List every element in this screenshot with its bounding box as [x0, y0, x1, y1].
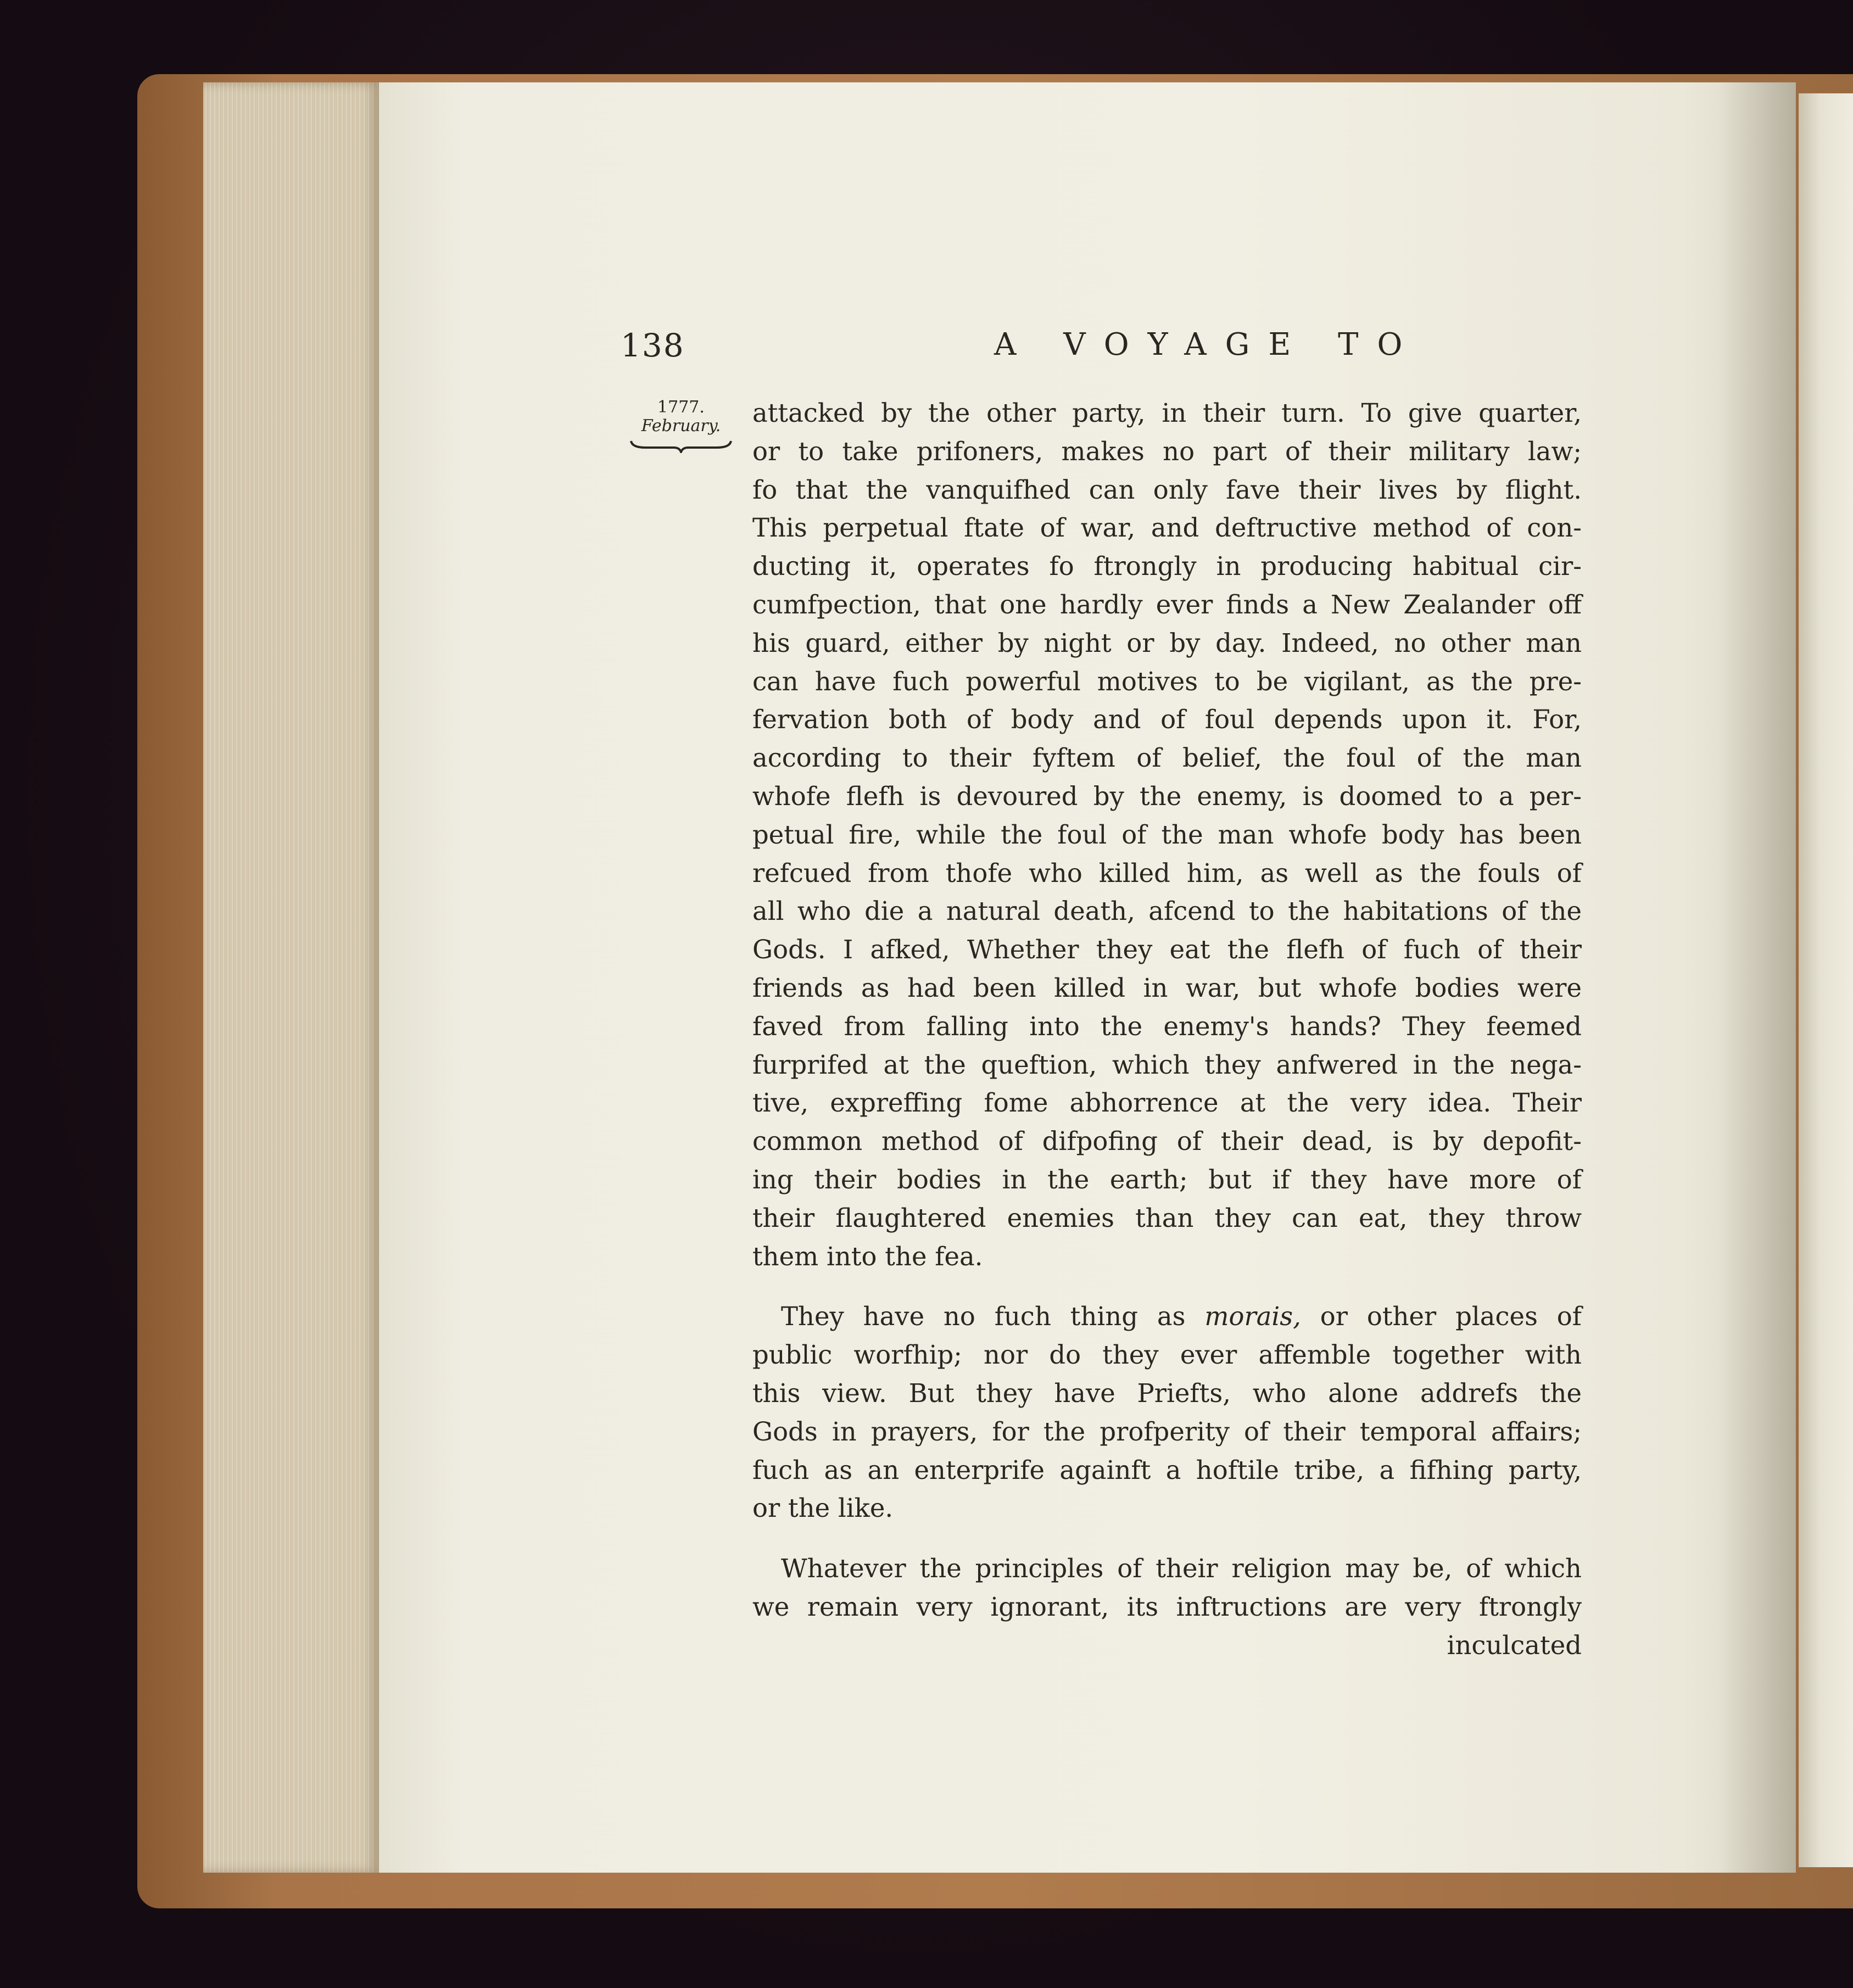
body-text [752, 394, 1582, 1665]
text-line: This perpetual ftate of war, and deftructive method of con- [752, 513, 1582, 543]
text-line: common method of difpofing of their dead, is by depofit- [752, 1126, 1582, 1157]
text-line: we remain very ignorant, its inftructions are very ftrongly [752, 1591, 1582, 1622]
running-head [621, 327, 1582, 376]
paragraph-gap [752, 1528, 1582, 1550]
text-run: or other places of [1320, 1302, 1582, 1332]
text-line: fervation both of body and of foul depends upon it. For, [752, 705, 1582, 735]
text-line: public worfhip; nor do they ever affemble together with [752, 1340, 1582, 1370]
page-edges [203, 82, 379, 1873]
text-line: all who die a natural death, afcend to the habitations of the [752, 896, 1582, 926]
text-line: ing their bodies in the earth; but if they have more of [752, 1164, 1582, 1194]
brace-icon [629, 439, 733, 453]
text-line: according to their fyftem of belief, the foul of the man [752, 743, 1582, 773]
page-number: 138 [621, 327, 685, 364]
margin-year: 1777. [657, 398, 705, 417]
margin-date-note [629, 398, 733, 453]
paragraph-gap [752, 1276, 1582, 1298]
text-line: Whatever the principles of their religion may be, of which [781, 1554, 1582, 1584]
text-line: petual fire, while the foul of the man whofe body has been [752, 819, 1582, 850]
italic-term: morais, [1204, 1302, 1301, 1332]
text-line: refcued from thofe who killed him, as well as the fouls of [752, 858, 1582, 888]
text-line: fo that the vanquifhed can only fave their lives by flight. [752, 474, 1582, 505]
margin-month: February. [641, 416, 721, 435]
text-line: can have fuch powerful motives to be vigilant, as the pre- [752, 666, 1582, 696]
text-run: They have no fuch thing as [781, 1302, 1186, 1332]
text-line: faved from falling into the enemy's hands? They feemed [752, 1011, 1582, 1041]
running-title: A VOYAGE TO [994, 327, 1421, 362]
text-line: whofe flefh is devoured by the enemy, is doomed to a per- [752, 781, 1582, 811]
catchword: inculcated [1447, 1630, 1582, 1660]
paragraph-3 [752, 1550, 1582, 1627]
text-line: this view. But they have Priefts, who alone addrefs the [752, 1378, 1582, 1408]
text-line [752, 1298, 1582, 1336]
text-line: friends as had been killed in war, but whofe bodies were [752, 973, 1582, 1003]
text-line: cumfpection, that one hardly ever finds a New Zealander off [752, 589, 1582, 619]
text-line: Gods. I afked, Whether they eat the flefh of fuch of their [752, 935, 1582, 965]
text-line: ducting it, operates fo ftrongly in producing habitual cir- [752, 551, 1582, 582]
text-line: fuch as an enterprife againft a hoftile tribe, a fifhing party, [752, 1455, 1582, 1485]
text-line: or the like. [752, 1493, 894, 1523]
text-line: tive, expreffing fome abhorrence at the very idea. Their [752, 1088, 1582, 1118]
gutter-shadow [1719, 82, 1796, 1873]
text-line: attacked by the other party, in their turn. To give quarter, [752, 398, 1582, 428]
text-line: his guard, either by night or by day. Indeed, no other man [752, 628, 1582, 658]
facing-page [1799, 93, 1853, 1867]
text-line: Gods in prayers, for the profperity of their temporal affairs; [752, 1416, 1582, 1447]
text-line: them into the fea. [752, 1241, 983, 1271]
paragraph-2 [752, 1298, 1582, 1528]
text-line: or to take prifoners, makes no part of their military law; [752, 436, 1582, 466]
text-line: their flaughtered enemies than they can eat, they throw [752, 1203, 1582, 1233]
paragraph-1 [752, 394, 1582, 1276]
text-line: furprifed at the queftion, which they anfwered in the nega- [752, 1049, 1582, 1080]
